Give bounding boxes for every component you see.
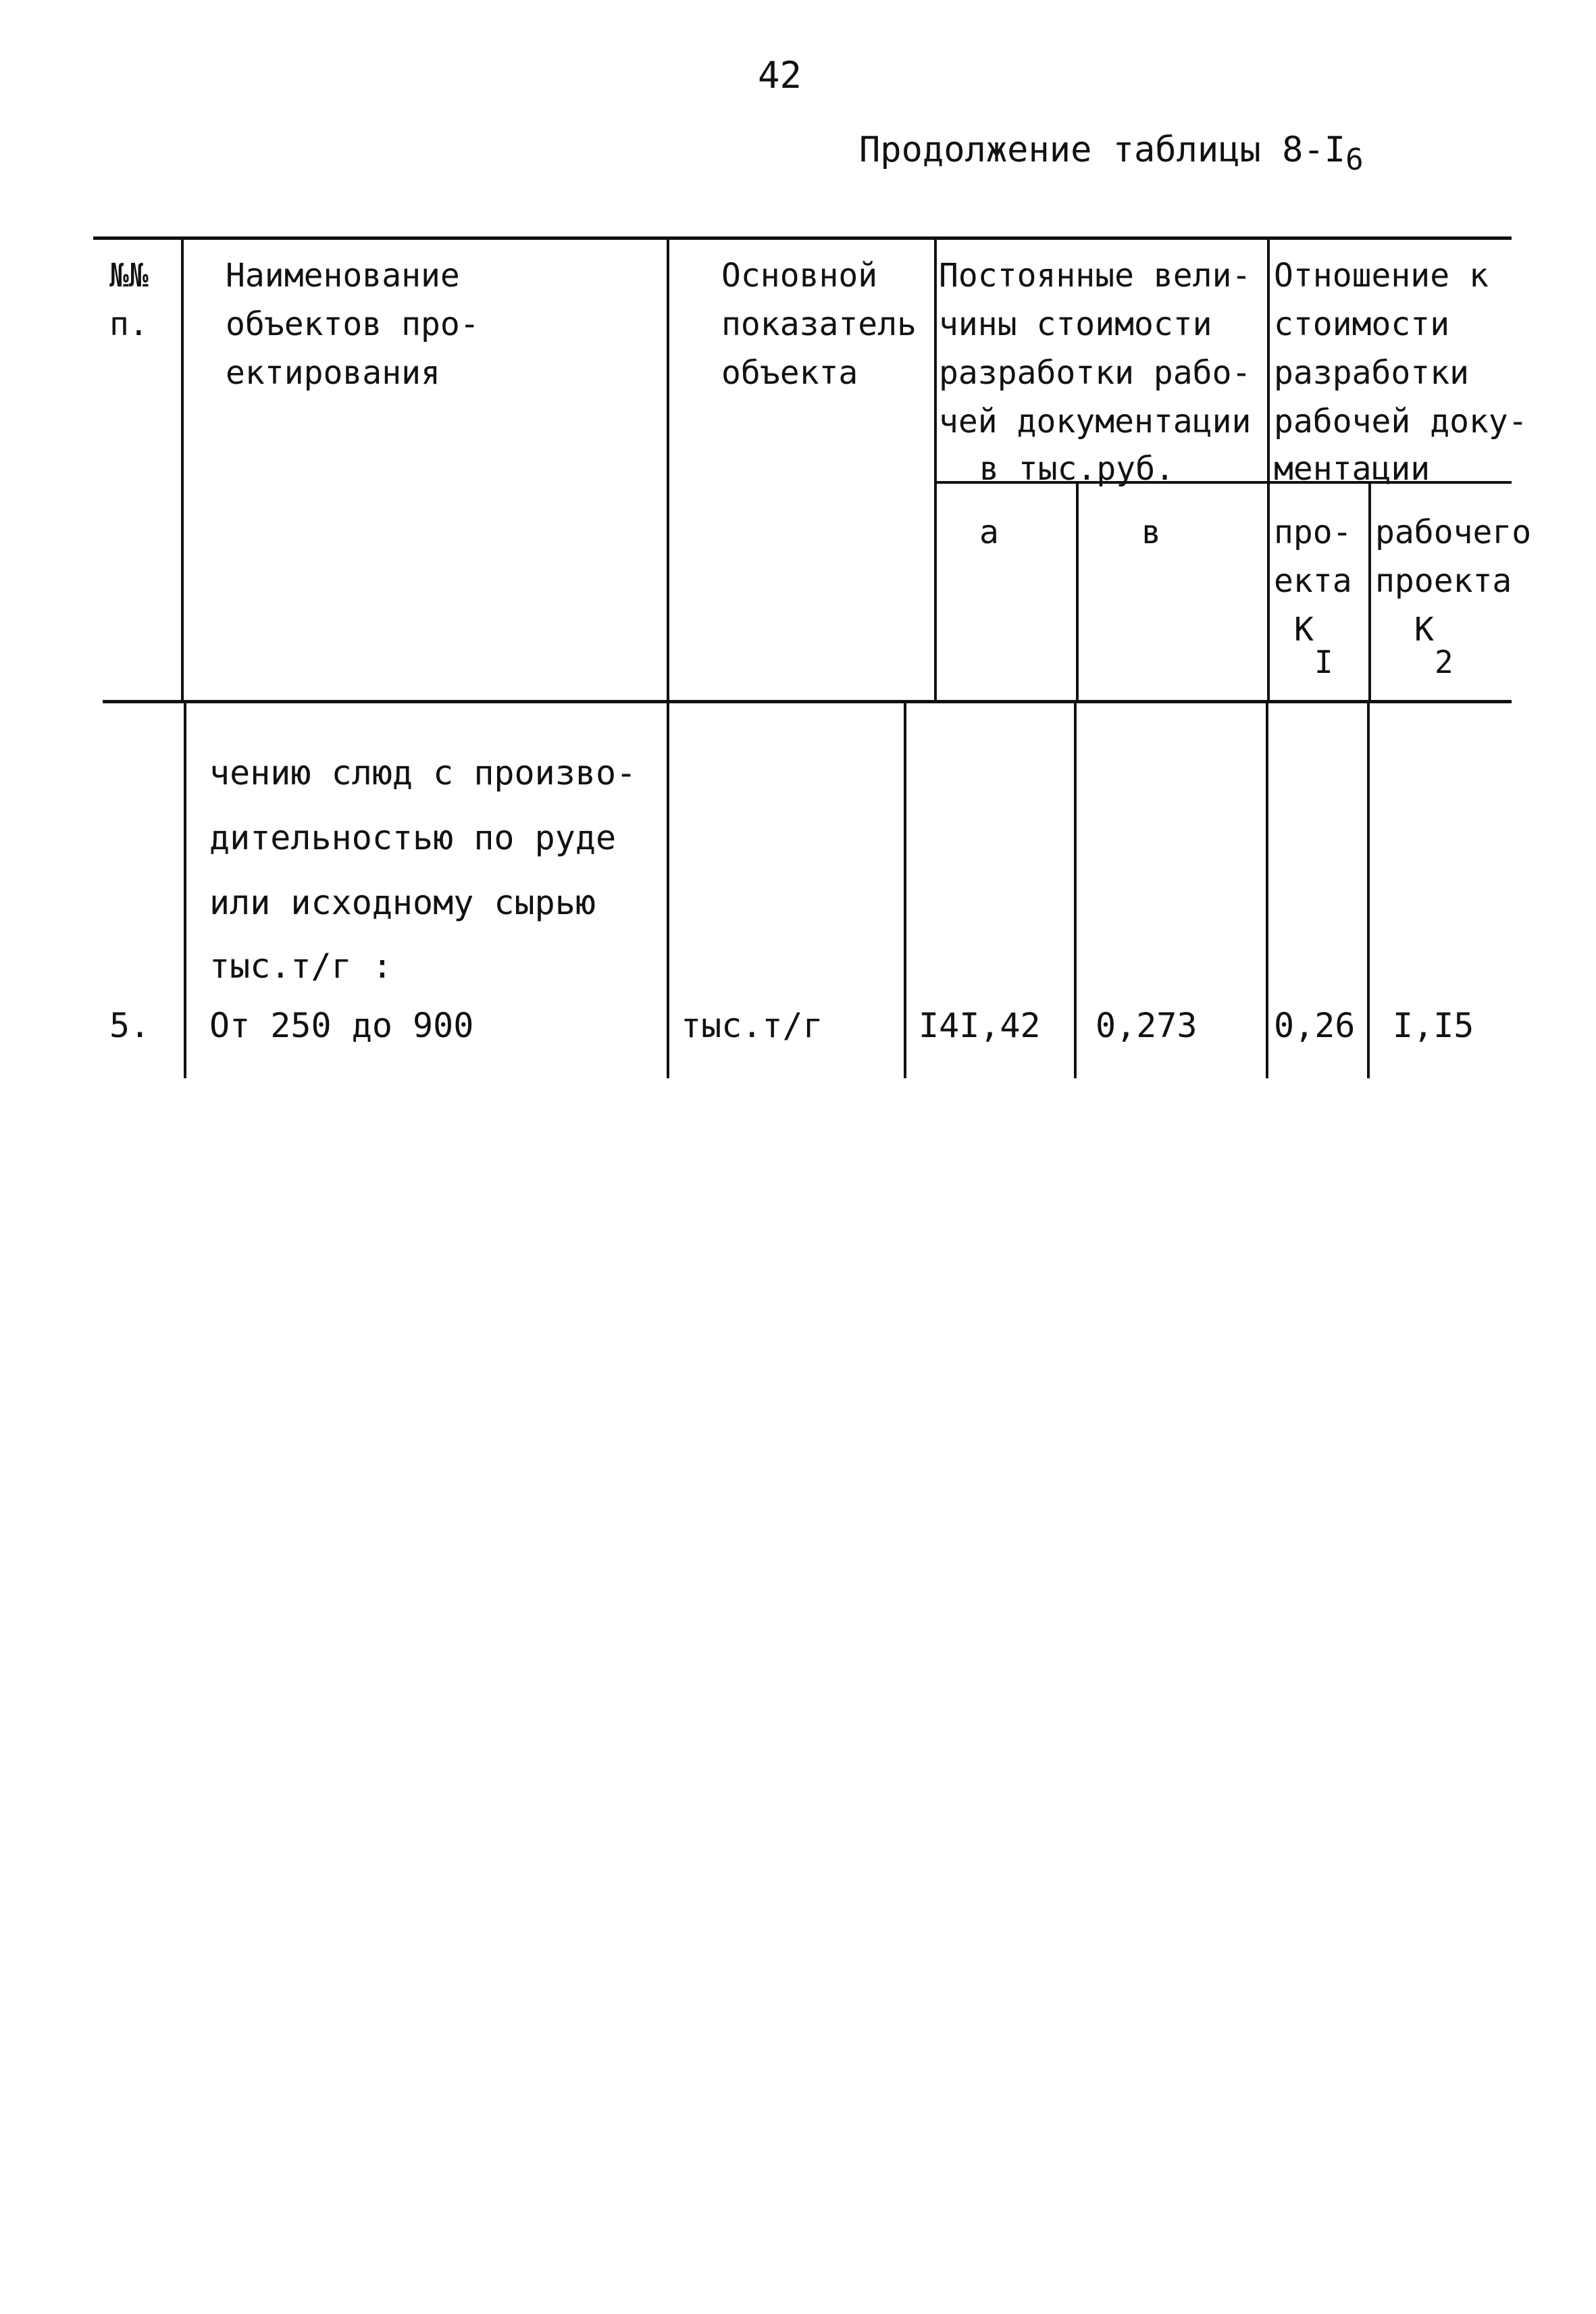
header-bottom-rule: [103, 700, 1512, 703]
table-continuation-title: [859, 123, 1364, 187]
table-row-b: 0,273: [1096, 1006, 1198, 1045]
table-row-indicator: тыс.т/г: [681, 1006, 823, 1045]
header-constant-line-3: разработки рабо-: [939, 354, 1252, 392]
continuation-title-text: Продолжение таблицы 8-I: [859, 130, 1346, 170]
header-divider-k1-k2: [1368, 482, 1371, 701]
header-name-line-1: Наименование: [226, 257, 460, 295]
table-row-k1: 0,26: [1274, 1006, 1356, 1045]
subheader-working-line-2: проекта: [1375, 562, 1512, 600]
body-divider-1: [184, 703, 186, 1078]
header-constant-line-2: чины стоимости: [939, 305, 1212, 343]
header-name-line-2: объектов про-: [226, 305, 480, 343]
continuation-text-line-2: дительностью по руде: [209, 818, 617, 857]
continuation-text-line-1: чению слюд с произво-: [209, 753, 637, 793]
subheader-b: в: [1141, 513, 1161, 551]
table-row-num: 5.: [109, 1006, 151, 1045]
header-constant-line-1: Постоянные вели-: [939, 257, 1252, 295]
header-ratio-line-5: ментации: [1274, 450, 1431, 488]
header-constant-line-5: в тыс.руб.: [979, 450, 1175, 488]
header-ratio-line-3: разработки: [1274, 354, 1469, 392]
header-divider-4: [1267, 238, 1270, 701]
header-num-line-1: №№: [109, 257, 149, 295]
subheader-project-line-1: про-: [1274, 513, 1352, 551]
table-row-k2: I,I5: [1393, 1006, 1474, 1045]
page-number: 42: [758, 54, 802, 97]
body-divider-2: [667, 703, 669, 1078]
table-row-a: I4I,42: [919, 1006, 1041, 1045]
header-divider-3: [934, 238, 937, 701]
subheader-a: а: [979, 513, 999, 551]
subheader-working-k: К: [1414, 611, 1434, 649]
subheader-project-k: К: [1294, 611, 1314, 649]
header-num-line-2: п.: [109, 305, 149, 343]
table-top-rule: [93, 236, 1512, 240]
body-divider-5: [1266, 703, 1268, 1078]
subheader-working-k-index: 2: [1435, 644, 1453, 680]
continuation-title-subscript: 6: [1345, 143, 1364, 177]
header-ratio-line-4: рабочей доку-: [1274, 403, 1528, 441]
body-divider-3: [904, 703, 906, 1078]
continuation-text-line-3: или исходному сырью: [209, 883, 596, 922]
header-indicator-line-3: объекта: [721, 354, 858, 392]
header-name-line-3: ектирования: [226, 354, 440, 392]
subheader-working-line-1: рабочего: [1375, 513, 1532, 551]
body-divider-4: [1074, 703, 1077, 1078]
header-divider-a-b: [1076, 482, 1079, 701]
continuation-text-line-4: тыс.т/г :: [209, 947, 392, 986]
header-ratio-line-1: Отношение к: [1274, 257, 1489, 295]
body-divider-6: [1367, 703, 1370, 1078]
header-indicator-line-2: показатель: [721, 305, 917, 343]
header-ratio-line-2: стоимости: [1274, 305, 1450, 343]
header-divider-1: [181, 238, 184, 701]
subheader-project-line-2: екта: [1274, 562, 1352, 600]
subheader-project-k-index: I: [1314, 644, 1333, 680]
table-row-name: От 250 до 900: [209, 1006, 474, 1045]
header-divider-2: [667, 238, 669, 701]
header-indicator-line-1: Основной: [721, 257, 878, 295]
header-constant-line-4: чей документации: [939, 403, 1252, 441]
